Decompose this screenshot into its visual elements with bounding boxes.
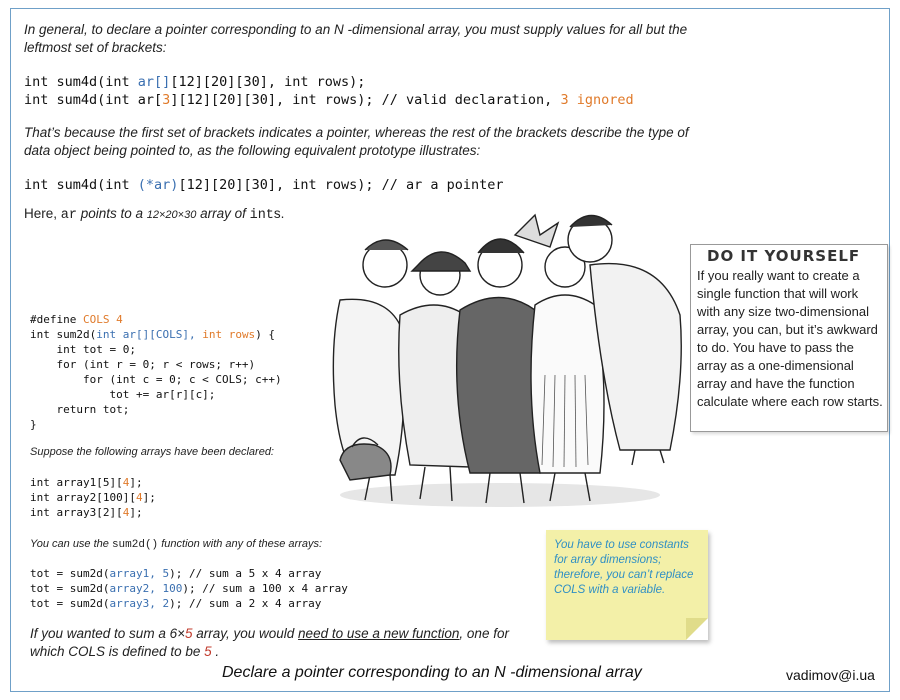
decl-line-1: int sum4d(int ar[][12][20][30], int rows); — [24, 74, 366, 90]
intro-line-2: leftmost set of brackets: — [24, 40, 167, 55]
can-use-text: You can use the sum2d() function with any of these arrays: — [30, 538, 323, 551]
footer-title: Declare a pointer corresponding to an N -dimensional array — [222, 664, 642, 681]
sum6-line-1: If you wanted to sum a 6×5 array, you would need to use a new function, one for — [30, 626, 509, 641]
explain-line-2: data object being pointed to, as the following equivalent prototype illustrates: — [24, 143, 481, 158]
sum2d-code: #define COLS 4 int sum2d(int ar[][COLS], int rows) { int tot = 0; for (int r = 0; r < rows; r++) for (int c = 0; c < COLS; c++) tot += ar[r][c]; return tot; } — [30, 313, 282, 431]
suppose-text: Suppose the following arrays have been declared: — [30, 446, 274, 458]
decl-line-2: int sum4d(int ar[3][12][20][30], int rows); // valid declaration, 3 ignored — [24, 92, 634, 108]
do-it-yourself-body: If you really want to create a single function that will work with any size two-dimensional array, you can, but it’s awkward to do. You have to pass the array as a one-dimensional array and have the function calculate where each row starts. — [697, 268, 883, 409]
array-declarations: int array1[5][4]; int array2[100][4]; int array3[2][4]; — [30, 476, 156, 519]
sticky-note-text: You have to use constants for array dimensions; therefore, you can’t replace COLS with a variable. — [554, 539, 694, 596]
equiv-prototype: int sum4d(int (*ar)[12][20][30], int rows); // ar a pointer — [24, 177, 504, 193]
sum2d-calls: tot = sum2d(array1, 5); // sum a 5 x 4 array tot = sum2d(array2, 100); // sum a 100 x 4 array tot = sum2d(array3, 2); // sum a 2 x 4 array — [30, 567, 348, 610]
do-it-yourself-box — [690, 244, 888, 432]
explain-line-1: That’s because the first set of brackets indicates a pointer, whereas the rest of the brackets describe the type of — [24, 125, 689, 140]
crowd-illustration — [300, 205, 690, 515]
intro-line-1: In general, to declare a pointer corresponding to an N -dimensional array, you must supply values for all but the — [24, 22, 688, 37]
page-curl — [686, 618, 708, 640]
here-line: Here, ar points to a 12×20×30 array of ints. — [24, 206, 285, 223]
do-it-yourself-title: DO IT YOURSELF — [707, 247, 861, 265]
sum6-line-2: which COLS is defined to be 5 . — [30, 644, 220, 659]
sticky-note — [546, 530, 708, 640]
footer-email: vadimov@i.ua — [786, 667, 875, 683]
